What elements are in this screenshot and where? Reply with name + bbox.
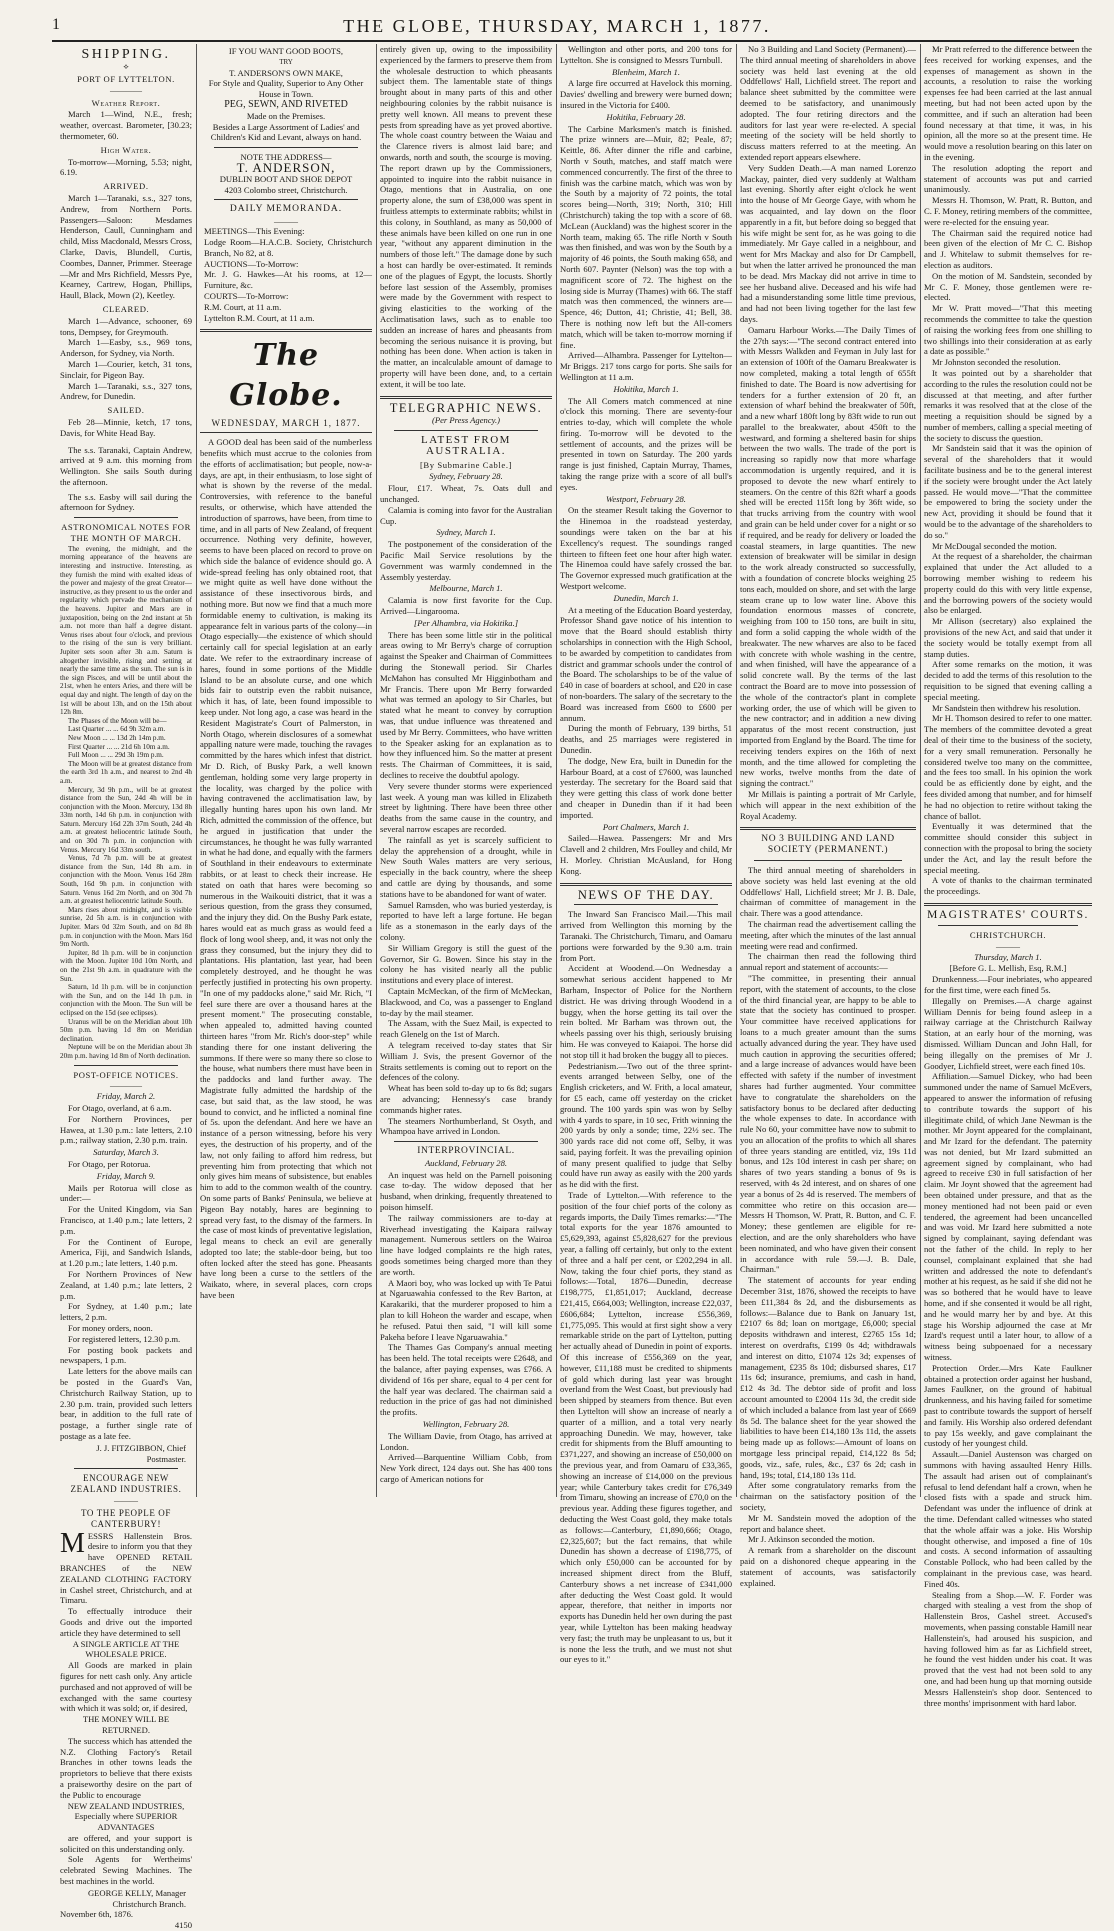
telegraphic-heading: TELEGRAPHIC NEWS.	[389, 400, 543, 415]
encourage-heading: ENCOURAGE NEW ZEALAND INDUSTRIES.	[70, 1473, 182, 1495]
post-office-list	[60, 1091, 192, 1442]
arrived-item: March 1—Taranaki, s.s., 327 tons, Andrew, from Northern Ports. Passengers—Saloon: Mesdames Henderson, Caull, Cunningham and child, Miss Macdonald, Messrs Cross, Clarke, Davis, Blundell, Curtis, Coombes, Danner, Primmer. Steerage—Mr and Mrs Richfield, Messrs Pye, Kearney, Cartrew, Hogan, Phillips, Haull, Black, Mown (2), Keetley.	[60, 192, 192, 301]
report-paragraph: The statement of accounts for year ending December 31st, 1876, showed the receipts to have been £11,384 8s 2d, and the disbursements as follows:—Balance due to Bank on January 1st, £2107 6s 8d; loan on mortgage, £6,000; special deposits withdrawn and interest, £2765 15s 1d; interest on overdrafts, £199 0s 4d; withdrawals and interest on ditto, £1074 12s 3d; expenses of management, £235 8s 10d; disbursed shares, £17 11s 6d; insurance, premiums, and cash in hand, £12 4s 3d. The debtor side of profit and loss account amounted to £2004 11s 3d, the credit side of which included a balance from last year of £669 8s 5d. The balance sheet for the year showed the liabilities to have been £14,180 13s 11d, the assets being made up as follows:—Amount of loans on mortgage less principal repaid, £14,122 8s 5d; goods, viz., safe, rules, &c., £37 6s 2d; cash in hand, 19s; total, £14,180 13s 11d.	[740, 1275, 916, 1480]
ornament-rule: ⟡	[123, 61, 129, 71]
news-paragraph: The rainfall as yet is scarcely sufficient to delay the apprehension of a drought, while in New South Wales matters are very serious, especially in the back country, where the sheep and cattle are dying by thousands, and some stations have to be abandoned for want of water.	[380, 834, 552, 899]
encourage-signature: GEORGE KELLY, Manager Christchurch Branch.	[87, 1887, 186, 1909]
report-paragraph: Mr McDougal seconded the motion.	[932, 540, 1057, 551]
report-paragraph: Mr Allison (secretary) also explained the provisions of the new Act, and said that under it the society would be totally exempt from all stamp duties.	[924, 616, 1092, 659]
dateline: Melbourne, March 1.	[429, 583, 503, 594]
post-office-item: For posting book packets and newspapers, 1 p.m.	[60, 1344, 192, 1366]
post-office-item: For Otago, overland, at 6 a.m.	[68, 1103, 172, 1114]
column-1	[58, 44, 194, 1931]
ornament-rule: ———	[996, 941, 1020, 951]
port-heading: PORT OF LYTTELTON.	[77, 73, 175, 84]
astro-paragraph: Full Moon ... ... 29d 3h 19m p.m.	[68, 751, 164, 760]
news-paragraph: Flour, £17. Wheat, 7s. Oats dull and unchanged.	[380, 483, 552, 505]
encourage-text: The success which has attended the N.Z. Clothing Factory's Retail Branches in other towns leads the proprietors to believe that there exists a praiseworthy desire on the part of the Public to encourage	[60, 1735, 192, 1800]
post-office-item: Late letters for the above mails can be posted in the Guard's Van, Christchurch Railway Station, up to 2.30 p.m. train, provided such letters bear, in addition to the full rate of postage, a further single rate of postage as a late fee.	[60, 1366, 192, 1441]
news-paragraph: The All Comers match commenced at nine o'clock this morning. There are seventy-four entries to-day, which will complete the whole firing. To-morrow will be devoted to the settlement of accounts, and the prizes will be presented in town on Saturday. The 200 yards range is just finished, Captain Murray, Thames, taking the range prize with a score of all bull's eyes.	[560, 395, 732, 492]
report-paragraph: "The committee, in presenting their annual report, with the statement of accounts, to the close of the third financial year, are happy to be able to state that the society has continued to prosper. Your committee have received applications for loans to a much greater amount than the sums actually advanced during the year. They have used much caution in approving the securities offered; and a large increase of advances would have been effected with safety if the number of investment shares had further augmented. Your committee have to congratulate the shareholders on the satisfactory bonus to be declared after deducting the whole expenses to date. In accordance with rule No 60, your committee have now to submit to you an allocation of the profits to which all shares of three years standing are entitled, viz, 19s 11d bonus, and 12s 10d interest in cash per share; on shares of two years standing a bonus of 9s is reserved, with 4s 2d interest, and on shares of one year a bonus of 2s 4d is reserved. The members of committee who retire on this occasion are—Messrs H Thomson, W. Pratt, R. Button, and C. F. Money; these gentlemen are eligible for re-election, and are the only shareholders who have been nominated, and who have given their consent in accordance with rule 59.—J. B. Dale, Chairman."	[740, 972, 916, 1275]
memoranda-item: Lyttelton R.M. Court, at 11 a.m.	[204, 312, 315, 323]
encourage-text: To effectually introduce their Goods and drive out the imported article they have determined to sell	[60, 1606, 192, 1638]
society-report-continued	[924, 44, 1092, 897]
ornament-rule: ————	[110, 85, 142, 95]
report-paragraph: It was pointed out by a shareholder that according to the rules the resolution could not be discussed at that meeting, and after further remarks it was resolved that at the close of the meeting a requisition should be signed by a number of members, calling a special meeting of the society to discuss the question.	[924, 367, 1093, 443]
astro-paragraph: Neptune will be on the Meridian about 3h 20m p.m. having 1d 8m of North declination.	[60, 1043, 192, 1060]
boots-ad-line: TRY	[279, 57, 293, 66]
magistrates-heading: MAGISTRATES' COURTS.	[927, 908, 1089, 921]
dateline: Hokitika, March 1.	[613, 383, 679, 394]
column-6	[922, 44, 1094, 1708]
ornament-rule: ————	[110, 1081, 142, 1091]
astro-paragraph: First Quarter ... ... 21d 6h 10m a.m.	[68, 742, 170, 751]
boots-ad-line: IF YOU WANT GOOD BOOTS,	[228, 46, 344, 56]
encourage-text: are offered, and your support is solicited on this understanding only.	[60, 1832, 192, 1854]
report-paragraph: A remark from a shareholder on the discount paid on a dishonored cheque appearing in the statement of accounts, was satisfactorily explained.	[740, 1545, 916, 1588]
interprovincial-heading: INTERPROVINCIAL.	[417, 1146, 515, 1157]
post-office-item: For money orders, noon.	[68, 1323, 153, 1334]
memoranda-list	[200, 226, 372, 323]
report-paragraph: Mr Sandstein said that it was the opinion of several of the shareholders that it would facilitate business and be to the general interest if the society were brought under the Act lately passed. He would move—"That the committee be empowered to bring the society under the new Act, providing it should be found that it would be to the advantage of the shareholders to do so."	[924, 443, 1092, 540]
report-paragraph: Mr M. Sandstein moved the adoption of the report and balance sheet.	[740, 1512, 916, 1534]
telegraphic-subheading: (Per Press Agency.)	[431, 415, 500, 426]
encourage-subheading: TO THE PEOPLE OF CANTERBURY!	[80, 1507, 172, 1529]
encourage-highlight: A SINGLE ARTICLE AT THE WHOLESALE PRICE.	[72, 1638, 180, 1660]
magistrates-date: Thursday, March 1.	[974, 951, 1042, 962]
society-report	[740, 865, 916, 1588]
news-paragraph: Sir William Gregory is still the guest of the Governor, Sir G. Bowen. Since his stay in the colony he has visited nearly all the public institutions and every place of interest.	[380, 942, 552, 986]
astro-paragraph: The Phases of the Moon will be—	[68, 716, 167, 725]
news-paragraph: Samuel Ramsden, who was buried yesterday, is reported to have left a large fortune. He began life as a stonemason in the early days of the colony.	[380, 899, 552, 942]
weather-text: March 1—Wind, N.E., fresh; weather, overcast. Barometer, [30.23; thermometer, 60.	[60, 109, 192, 141]
court-case: Protection Order.—Mrs Kate Faulkner obtained a protection order against her husband, James Faulkner, on the ground of habitual drunkenness, and his having failed for sometime past to contribute towards the support of herself and family. His Worship also ordered defendant to pay 15s weekly, and gave complainant the custody of her youngest child.	[924, 1362, 1092, 1449]
court-case: Assault.—Daniel Austenson was charged on summons with having assaulted Henry Hills. The assault had arisen out of complainant's refusal to lend defendant half a crown, when he closed fists with a spade and struck him. Defendant was under the influence of drink at the time. Defendant called witnesses who stated that the whole affair was a joke. His Worship thought otherwise, and imposed a fine of 10s and costs. A second information of assaulting Constable Pollock, who had been called by the complainant in the previous case, was heard. Fined 40s.	[924, 1449, 1092, 1589]
ornament-rule: ———	[274, 217, 298, 227]
post-office-signature: J. J. FITZGIBBON, Chief Postmaster.	[96, 1442, 186, 1464]
page-mark: 1	[52, 16, 60, 33]
section-rule	[560, 883, 732, 886]
column-divider	[556, 44, 557, 1497]
astro-paragraph: Jupiter, 8d 1h p.m. will be in conjunction with the Moon. Jupiter 10d 10m North, and on the 21st 9h a.m. in quadrature with the Sun.	[60, 948, 192, 983]
memoranda-item: Mr. J. G. Hawkes—At his rooms, at 12—Furniture, &c.	[204, 269, 372, 291]
news-paragraph: A large fire occurred at Havelock this morning. Davies' dwelling and brewery were burned down; insured in the Victoria for £400.	[560, 78, 732, 110]
magistrates-bench: [Before G. L. Mellish, Esq, R.M.]	[949, 963, 1067, 974]
telegram-list	[560, 44, 732, 877]
court-case: Stealing from a Shop.—W. F. Forder was charged with stealing a vest from the shop of Hallenstein Bros, Cashel street. Accused's movements, when passing constable Hamill near Hallenstein's, had aroused his suspicion, and having followed him as far as Lichfield street, he found the vest hidden under his coat. It was proved that the vest had not been sold to any one, and had been hung up that morning outside Messrs Hallenstein's shop door. Sentenced to three months' imprisonment with hard labor.	[924, 1589, 1093, 1708]
section-rule	[924, 903, 1092, 906]
dateline: Saturday, March 3.	[93, 1147, 159, 1158]
news-paragraph: The Carbine Marksmen's match is finished. The prize winners are—Muir, 82; Peale, 87; Keittle, 86. After dinner the rifle and carbine, North v South, matches, and staff match were commenced concurrently. The first of the three to finish was the carbine match, which was won by the South by a majority of 72 points, the total scores being—North, 319; North, 310; Hill (Christchurch) taking the top with a score of 68. McLean (Auckland) was the highest scorer in the North team, making 65. The rifle North v South was then finished, and was won by the South by a majority of 46 points, the South making 658, and North 607. Paynter (Nelson) was the top with a magnificent score of 72. The highest on the losing side is Murray (Thames) with 66. The staff match was then commenced, the winners are—Spence, 46; Dutton, 41; Christie, 41; Bell, 38. There is nothing now left but the All-comers match, which will be taken to-morrow morning if fine.	[560, 123, 732, 350]
address-ad-line: 4203 Colombo street, Christchurch.	[224, 184, 348, 195]
address-ad-line: NOTE THE ADDRESS—	[240, 152, 332, 163]
section-rule	[74, 1065, 178, 1066]
report-paragraph: Mr W. Pratt moved—"That this meeting recommends the committee to take the question of raising the working fees from one shilling to two shillings into their consideration at as early a date as possible."	[924, 303, 1092, 357]
section-rule	[754, 860, 902, 861]
news-paragraph: Pedestrianism.—Two out of the three sprint-events arranged between Selby, one of the English cricketers, and W. Frith, a local amateur, for £5 each, came off yesterday on the cricket ground. The 100 yards spin was won by Selby with 4 yards to spare, in 10 sec, Frith winning the 200 yards by only a sonde; time, 22½ sec. The 300 yards race did not come off, Selby, it was said, paying forfeit. It was the prevailing opinion of many present qualified to judge that Selby could have run away as easily with the 200 yards as he did with the first.	[560, 1060, 732, 1190]
section-rule	[214, 199, 358, 200]
report-paragraph: The chairman read the advertisement calling the meeting, after which the minutes of the last annual meeting were read and confirmed.	[740, 918, 916, 951]
news-paragraph: The dodge, New Era, built in Dunedin for the Harbour Board, at a cost of £7600, was launched yesterday. The secretary for the Board said that they were getting this class of work done better and cheaper in Dunedin than if it had been imported.	[560, 755, 732, 820]
memoranda-item: R.M. Court, at 11 a.m.	[204, 301, 282, 312]
section-rule	[200, 329, 372, 332]
interprovincial-list	[380, 1158, 552, 1485]
news-paragraph: Sailed—Hawea. Passengers: Mr and Mrs Clavell and 2 children, Mrs Foulley and child, Mr H. Morley. Christian McAusland, for Hong Kong.	[560, 833, 732, 876]
astro-paragraph: The evening, the midnight, and the morning appearance of the heavens are interesting and instructive. Interesting, as they furnish the mind with exalted ideas of the power and majesty of the great Creator—instructive, as they present to us the order and regularity which pervade the mechanism of the heavens. Jupiter and Mars are in juxtaposition, being on the 2nd instant at 5h a.m. not more than half a degree distant. Venus rises about four o'clock, and previous to the rising of the sun is very brilliant. Jupiter sets soon after 3h a.m. Saturn is altogether invisible, rising and setting at nearly the same time as the sun. The sun is in the sign Pisces, and will be until about the 21st, when he enters Aries, and there will be equal day and night. The length of day on the 1st will be about 13h, and on the 15th about 12h 8m.	[60, 544, 192, 717]
post-office-item: Mails per Rotorua will close as under:—	[60, 1182, 192, 1204]
cleared-item: March 1—Easby, s.s., 969 tons, Anderson, for Sydney, via North.	[60, 337, 192, 359]
news-paragraph: Arrived—Alhambra. Passenger for Lyttelton—Mr Briggs. 217 tons cargo for ports. She sails for Wellington at 11 a.m.	[560, 350, 732, 382]
news-paragraph: The railway commissioners are to-day at Riverhead investigating the Kaipara railway management. Numerous settlers on the Wairoa line have lodged complaints re the high rates, goods sometimes being charged more than they are worth.	[380, 1212, 552, 1277]
report-paragraph: Mr Pratt referred to the difference between the fees received for working expenses, and the expenses of management as shown in the accounts, a resolution to raise the working expenses fee had been carried at the last annual meeting, but had not been acted upon by the committee, and if such an alteration had been found necessary at that time, it was, in his opinion, all the more so at the present time. He would move a resolution bearing on this later on in the evening.	[924, 44, 1092, 162]
editorial-continued: entirely given up, owing to the impossibility experienced by the farmers to preserve them from the wholesale destruction to which pheasants subject them. The lamentable state of things brought about in many parts of this and other neighbouring colonies by the rabbit nuisance is pretty well known. All means to prevent these pests from spreading have as yet proved abortive. The whole coast country between the Waiau and the Clarence rivers is almost laid bare; and onwards, north and south, the scourge is moving. The report drawn up by the Commissioners, appointed to inquire into the rabbit nuisance in Otago, mentions that in Australia, on one property alone, the sum of £38,000 was spent in fruitless attempts to exterminate rabbits; whilst in this colony, in Southland, as many as 50,000 of these animals have been killed on one run in one year, "without any apparent diminution in the numbers of those left." The damage done by such a host can hardly be over-estimated. It reminds one of the plagues of Egypt, the locusts. Shortly before last session of the Assembly, promises were made by the Government with respect to giving elasticities to the working of the Acclimatisation laws, such as to enable too sudden an increase of hares and pheasants from becoming the serious nuisance it is proving, but nothing has been done. When action is taken in the matter, an incalculable amount of damage to property will have been done, and, to a certain extent, it will be too late.	[380, 44, 552, 389]
boots-ad-line: Besides a Large Assortment of Ladies' and Children's Kid and Levant, always on hand.	[210, 121, 362, 143]
astro-notes	[60, 545, 192, 1061]
masthead-title: THE GLOBE, THURSDAY, MARCH 1, 1877.	[343, 16, 771, 36]
column-divider	[920, 44, 921, 1497]
dateline: Sydney, February 28.	[429, 471, 503, 482]
section-rule	[394, 1141, 538, 1142]
cleared-list	[60, 316, 192, 402]
memoranda-item: AUCTIONS—To-Morrow:	[204, 258, 299, 269]
news-paragraph: Accident at Woodend.—On Wednesday a somewhat serious accident happened to Mr Barham, Inspector of Police for the Northern district. He was driving through Woodend in a buggy, when the horse getting its tail over the rein bolted. Mr Barham was thrown out, the wheels passing over his thigh, seriously bruising him. He was conveyed to Kaiapoi. The horse did not stop till it had broken the buggy all to pieces.	[560, 963, 732, 1060]
report-paragraph: The resolution adopting the report and statement of accounts was put and carried unanimously.	[924, 162, 1092, 195]
news-paragraph: The Assam, with the Suez Mail, is expected to reach Glenelg on the 1st of March.	[380, 1018, 552, 1040]
high-water-text: To-morrow—Morning, 5.53; night, 6.19.	[60, 156, 192, 178]
dateline: Auckland, February 28.	[424, 1157, 508, 1168]
news-list	[560, 909, 732, 1665]
latest-news-list	[380, 471, 552, 1137]
report-paragraph: The Chairman said the required notice had been given of the election of Mr C. C. Bishop and J. Whitelaw to submit themselves for re-election as auditors.	[924, 227, 1092, 270]
encourage-text: All Goods are marked in plain figures for nett cash only. Any article purchased and not approved of will be exchanged with the same courtesy with which it was sold; or, if desired,	[60, 1660, 192, 1714]
post-office-item: For the Continent of Europe, America, Fiji, and Sandwich Islands, at 1.20 p.m.; late letters, 1.40 p.m.	[60, 1236, 192, 1269]
report-paragraph: Mr Sandstein then withdrew his resolution.	[932, 702, 1081, 713]
post-office-item: For Otago, per Rotorua.	[68, 1159, 151, 1170]
editorial-paragraph: A GOOD deal has been said of the numberless benefits which must accrue to the colonies from the efforts of acclimatisation; but people, now-a-days, are apt, in their enthusiasm, to lose sight of what is shown by the reverse of the medal. Controversies, with reference to the baneful results, or otherwise, which have attended the introduction of sparrows, have been, from time to time, and in all parts of New Zealand, of frequent occurrence. Nothing very definite, however, seems to have been placed on record to prove on which side the balance of evidence should go. A wide-spread feeling has only obtained root, that we might quite as well have done without the assistance of these insectivorous birds, and nothing more. But now we find that a much more formidable enemy to cultivation, is making its appearance felt in various parts of the colony—in Otago especially—the existence of which should certainly call for special legislation at an early date. We refer to the extraordinary increase of hares, found in some portions of the Middle Island to be an absolute curse, and one which bids fair to outstrip even the rabbit nuisance, which it has, of late, been found impossible to keep under. Not long ago, a case was heard in the Resident Magistrate's Court of Palmerston, in North Otago, wherein disclosures of a somewhat appalling nature were made, touching the ravages committed by the hares which infest that district. Mr D. Rich, of Busky Park, a well known gentleman, holding some very large property in the locality, was charged by the police with having contravened the acclimatisation law, by illegally hunting hares upon his own land. Mr Rich, admitted the commission of the offence, but he argued in justification that under the circumstances, he thought he was fully warranted in what he had done, and equally with the farmers of Southland in their endeavours to exterminate rabbits, or at least to check their increase. He stated on oath that hares were becoming so numerous in the Waikouiti district, that it was a serious question, from the grass they consumed, and the injury they did. On the Bushy Park estate, hares would eat as much grass as would feed a flock of long wool sheep, and, it was not only the grass they consumed, but the injury they did to plantations. His plantation, last year, had been completely destroyed, and he thought he was perfectly justified in protecting his own property. "In one of my paddocks alone," said Mr. Rich, "I feel sure there are over a thousand hares at the present moment." The prosecuting constable, when appealed to, admitted having counted thirteen hares "from Mr. Rich's door-step" while standing there for one instant delivering the summons. If there were so many there so close to the house, what numbers there must have been in the paddocks and land further away. The Magistrate fully admitted the hardship of the case, but said that, as the law stood, he was bound to convict, and he inflicted a nominal fine of 5s. upon the defendant. And here we have an instance of a person witnessing, before his very eyes, the destruction of his property, and of the law, not only failing to afford him redress, but preventing him from protecting that which not only gives him means of subsistence, but enables him to add to the common wealth of the country. On some parts of Banks' Peninsula, we believe at Pigeon Bay notably, hares are beginning to spread very fast, to the dismay of the farmers. In the case of most kinds of preventative legislation, legal means to check an evil are generally adopted too late; the stable-door being, but too often locked after the steed has gone. Pheasants have long been a curse to the settlers of the Waikato, where, in several places, corn crops have been	[200, 437, 372, 1301]
court-case: Affiliation.—Samuel Dickey, who had been summoned under the name of Samuel McEvers, appeared to answer the information of refusing to contribute towards the support of his illegitimate child, of which Jane Newman is the mother. Mr Joynt appeared for the complainant, and Mr Izard for the defendant. The paternity was not denied, but Mr Izard submitted an agreement signed by complainant, who had agreed to receive £30 in full satisfaction of her claim. Mr Joynt showed that the agreement had been obtained under pressure, and that as the money mentioned had not been paid or even tendered, the agreement had been uncancelled and was void. Mr Izard here submitted a note signed by complainant, saying defendant was not the father of the child. In reply to her counsel, complainant explained that she had written and addressed the note to defendant's mother at his request, as he said if she did not he was so bothered that he would have to leave home, and if she consented it would be all right, and he would marry her by and bye. At this stage his Worship adjourned the case at Mr Izard's request until a later hour, to allow of a witness being subpoenaed for a necessary witness.	[924, 1071, 1092, 1363]
dateline: Hokitika, February 28.	[606, 111, 686, 122]
dateline: [Per Alhambra, via Hokitika.]	[413, 617, 519, 628]
news-of-day-heading: NEWS OF THE DAY.	[577, 887, 715, 902]
cleared-heading: CLEARED.	[102, 303, 150, 314]
news-paragraph: Very severe thunder storms were experienced last week. A young man was killed in Elizabeth street by lightning. There have been three other deaths from the same cause in the country, and several narrow escapes are recorded.	[380, 780, 552, 834]
section-rule	[740, 827, 916, 830]
advert-number: 4150	[174, 1920, 192, 1931]
weather-heading: Weather Report.	[91, 97, 161, 108]
society-heading: NO 3 BUILDING AND LAND SOCIETY (PERMANENT.)	[761, 834, 895, 856]
section-rule	[74, 517, 178, 518]
latest-heading: LATEST FROM AUSTRALIA.	[421, 434, 511, 457]
dateline: Blenheim, March 1.	[612, 66, 680, 77]
news-list	[740, 44, 916, 821]
ornament-rule: ———	[114, 1495, 138, 1505]
editorial	[200, 437, 372, 1301]
boots-ad-line: PEG, SEWN, AND RIVETED	[224, 98, 348, 110]
high-water-heading: High Water.	[100, 144, 152, 155]
shipping-note: The s.s. Easby will sail during the afternoon for Sydney.	[60, 491, 192, 513]
encourage-text: Sole Agents for Wertheims' celebrated Sewing Machines. The best machines in the world.	[60, 1854, 192, 1887]
globe-title: The Globe.	[229, 338, 343, 414]
post-office-item: For registered letters, 12.30 p.m.	[68, 1333, 181, 1344]
astro-paragraph: Mars rises about midnight, and is visible sunrise, 2d 5h a.m. is in conjunction with Jupiter. Mars 0d 32m South, and on 8d 8h p.m. in conjunction with the Moon. Mars 16d 9m North.	[60, 905, 192, 949]
column-divider	[736, 44, 737, 1497]
magistrates-report	[924, 974, 1092, 1708]
column-divider	[196, 44, 197, 1497]
encourage-text: ESSRS Hallenstein Bros. desire to inform you that they have OPENED RETAIL BRANCHES of the NEW ZEALAND CLOTHING FACTORY in Cashel street, Christchurch, and at Timaru.	[60, 1530, 192, 1606]
news-paragraph: No 3 Building and Land Society (Permanent).—The third annual meeting of shareholders in above society was held last evening at the old Oddfellows' Hall, Lichfield street. The report and balance sheet submitted by the committee were deemed to be satisfactory, and unanimously adopted. The four retiring directors and the auditors for last year were re-elected. A special meeting of the society will be held shortly to discuss matters referred to at the meeting. An extended report appears elsewhere.	[740, 44, 916, 162]
cleared-item: March 1—Advance, schooner, 69 tons, Dempsey, for Greymouth.	[60, 315, 192, 337]
magistrates-subheading: CHRISTCHURCH.	[969, 929, 1047, 940]
memoranda-heading: DAILY MEMORANDA.	[229, 204, 343, 215]
news-paragraph: Calamia is now first favorite for the Cup. Arrived—Lingarooma.	[380, 595, 552, 617]
report-paragraph: Mr Johnston seconded the resolution.	[932, 357, 1061, 368]
news-paragraph: Trade of Lyttelton.—With reference to the position of the four chief ports of the colony as regards imports, the Daily Times remarks:—"The total exports for the year 1876 amounted to £5,629,393, against £5,828,627 for the previous year, a falling off certainly, but only to the extent of three and a half per cent, or £202,294 in all. Now, taking the four chief ports, they stand as follows:—Total, 1876—Dunedin, decrease £198,775, £1,851,017; Auckland, decrease £21,415, £664,003; Wellington, increase £22,037, £606,684; Lyttelton, increase £556,369, £1,775,095. This would at first sight show a very remarkable stride on the part of Lyttelton, putting her actually ahead of Dunedin in point of exports. Of this increase of £556,369 on the year, however, £11,188 must be credited to shipments of gold which during last year was brought overland from the West Coast, but previously had been shipped by steamers from thence. But even then Lyttelton will show an increase of nearly a quarter of a million, and a total very nearly approaching Dunedin. We may, however, take credit for shipments from the Bluff amounting to £371,227, and showing an increase of £50,000 on the previous year, and from Oamaru of £33,365, showing an increase of £14,000 on the previous year; while Canterbury takes credit for £76,349 from Timaru, showing an increase of £70,0 on the previous year. Adding these figures together, and deducting the West Coast gold, they make totals as follows:—Canterbury, £1,890,666; Otago, £2,325,607; but the fact remains, that while Dunedin has shown a decrease of £198,775, of which only £50,000 can be accounted for by increased shipment direct from the Bluff, Canterbury shows a net increase of £341,000 after deducting the West Coast gold. It would appear, therefore, that neither in imports nor exports has Dunedin held her own during the past year, while Lyttelton has been making headway very fast; the truth may be unpleasant to us, but it is none the less the truth, and we must not shut our eyes to it."	[560, 1190, 732, 1665]
cleared-item: March 1—Taranaki, s.s., 327 tons, Andrew, for Dunedin.	[60, 380, 192, 402]
dateline: Friday, March 2.	[96, 1091, 156, 1102]
column-divider	[376, 44, 377, 1497]
cleared-item: March 1—Courier, ketch, 31 tons, Sinclair, for Pigeon Bay.	[60, 358, 192, 380]
news-paragraph: At a meeting of the Education Board yesterday, Professor Shand gave notice of his intention to move that the Board should establish thirty scholarships in connection with the High School, to be awarded by competition to candidates from district and grammar schools under the control of the Board. The scholarships to be of the value of £40 in case of boarders at school, and £20 in case of non-boarders. The salary of the secretary to the Board was increased from £600 to £600 per annum.	[560, 604, 732, 723]
latest-subheading: [By Submarine Cable.]	[419, 459, 513, 470]
report-paragraph: Eventually it was determined that the committee should consider this subject in connection with the proposal to bring the society under the Act, and lay the result before the special meeting.	[924, 821, 1092, 875]
astro-paragraph: The Moon will be at greatest distance from the earth 3rd 1h a.m., and nearest to 2nd 4h a.m.	[60, 759, 192, 785]
address-ad-name: T. ANDERSON,	[236, 159, 336, 175]
news-paragraph: The postponement of the consideration of the Pacific Mail Service resolutions by the Government was warmly condemned in the Assembly yesterday.	[380, 539, 552, 582]
post-office-item: For Sydney, at 1.40 p.m.; late letters, 2 p.m.	[60, 1301, 192, 1323]
masthead	[0, 0, 1114, 42]
news-paragraph: A Maori boy, who was locked up with Te Patui at Ngaruawahia confessed to the Rev Barton, at Karakariki, that the murderer proposed to him a plan to kill Hoheon the warder and escape, when he refused. Patui then said, "I will kill some Pakeha before I leave Ngaruawahia."	[380, 1277, 552, 1342]
news-paragraph: Mr Millais is painting a portrait of Mr Carlyle, which will appear in the next exhibition of the Royal Academy.	[740, 788, 916, 821]
encourage-highlight: NEW ZEALAND INDUSTRIES, Especially where SUPERIOR ADVANTAGES	[67, 1800, 185, 1833]
court-case: Illegally on Premises.—A charge against William Dennis for being found asleep in a railway carriage at the Christchurch Railway Station, at an early hour of the morning, was dismissed. William Duncan and John Hall, for being illegally on the premises of Mr J. Goodyer, Lichfield street, were each fined 10s.	[924, 995, 1092, 1071]
encourage-date: November 6th, 1876.	[60, 1909, 134, 1920]
news-paragraph: Wheat has been sold to-day up to 6s 8d; sugars are advancing; Hennessy's case brandy commands higher rates.	[380, 1083, 552, 1115]
news-paragraph: The steamers Northumberland, St Osyth, and Whampoa have arrived in London.	[380, 1115, 552, 1137]
column-2	[198, 44, 374, 1501]
report-paragraph: A vote of thanks to the chairman terminated the proceedings.	[924, 875, 1092, 897]
memoranda-item: MEETINGS—This Evening:	[204, 226, 305, 237]
astro-paragraph: Last Quarter ... ... 6d 9h 32m a.m.	[68, 725, 166, 734]
news-paragraph: On the steamer Result taking the Governor to the Hinemoa in the roadstead yesterday, soundings were taken on the bar at his Excellency's request. The soundings ranged thirteen to fifteen feet one hour after high water. The Hinemoa could have safely crossed the bar. The Governor expressed much gratification at the Westport welcome.	[560, 505, 732, 592]
post-office-item: For Northern Provinces, per Hawea, at 1.30 p.m.: late letters, 2.10 p.m.; railway station, 2.30 p.m. train.	[60, 1113, 192, 1146]
news-paragraph: Captain McMeckan, of the firm of McMeckan, Blackwood, and Co, was a passenger to England to-day by the mail steamer.	[380, 985, 552, 1018]
news-paragraph: An inquest was held on the Parnell poisoning case to-day. The widow deposed that her husband, when drinking, frequently threatened to poison himself.	[380, 1169, 552, 1213]
boots-ad-line: T. ANDERSON'S OWN MAKE,	[229, 67, 343, 78]
column-4	[558, 44, 734, 1665]
court-case: Drunkenness.—Four inebriates, who appeared for the first time, were each fined 5s.	[924, 974, 1092, 995]
section-rule	[200, 432, 372, 433]
shipping-heading: SHIPPING.	[81, 47, 171, 62]
arrived-heading: ARRIVED.	[103, 181, 149, 192]
column-5	[738, 44, 918, 1588]
address-ad-line: DUBLIN BOOT AND SHOE DEPOT	[219, 173, 353, 184]
column-3	[378, 44, 554, 1501]
report-paragraph: The third annual meeting of shareholders in above society was held last evening at the old Oddfellows' Hall, Lichfield street; Mr J. B. Dale, chairman of committee of management in the chair. There was a good attendance.	[740, 864, 916, 919]
memoranda-item: COURTS—To-Morrow:	[204, 290, 289, 301]
dateline: Sydney, March 1.	[436, 527, 496, 538]
post-office-item: For Northern Provinces of New Zealand, at 1.40 p.m.; late letters, 2 p.m.	[60, 1269, 192, 1301]
report-paragraph: Messrs H. Thomson, W. Pratt, R. Button, and C. F. Money, retiring members of the committee, were re-elected for the ensuing year.	[924, 195, 1092, 227]
news-paragraph: The Inward San Francisco Mail.—This mail arrived from Wellington this morning by the Taranaki. The Christchurch, Timaru, and Oamaru portions were forwarded by the 9.30 a.m. train from Port.	[560, 909, 732, 963]
news-paragraph: During the month of February, 139 births, 51 deaths, and 25 marriages were registered in Dunedin.	[560, 723, 732, 755]
news-paragraph: Calamia is coming into favor for the Australian Cup.	[380, 504, 552, 526]
news-paragraph: A telegram received to-day states that Sir William J. Svis, the present Governor of the Straits settlements is coming out to report on the defences of the colony.	[380, 1039, 552, 1083]
dateline: Wellington, February 28.	[422, 1419, 510, 1430]
astro-paragraph: Uranus will be on the Meridian about 10h 50m p.m. having 1d 8m on Meridian declination.	[60, 1017, 192, 1043]
astro-paragraph: Saturn, 1d 1h p.m. will be in conjunction with the Sun, and on the 14d 1h p.m. in conjunction with the Moon. The Sun will be eclipsed on the 15d (see eclipses).	[60, 983, 192, 1017]
news-paragraph: Oamaru Harbour Works.—The Daily Times of the 27th says:—"The second contract entered into with Messrs Walkden and Feyman in July last for an extension of 100ft of the Oamaru Breakwater is now completed, making a total length of 655ft finished to date. The Board is now advertising for tenders for a further extension of 20 ft, an extension of wharf behind the breakwater of 50ft, and a new wharf 180ft long by 83ft wide to run out parallel to the breakwater, about 450ft to the westward, and forming a sheltered basin for ships between the two walls. The trade of the port is increasing so rapidly now that more wharfage accommodation is urgently required, and it is proposed to devote the new wharf entirely to steamers. On the centre of this 82ft wharf a goods shed will be erected 115ft long by 36ft wide, so that trucks arriving from the country with wool and grain can be held under cover for a night or so if required, and be ready for delivery or loaded the coastal steamers, in large quantities. The new extension of breakwater will be similar in design to the work already constructed so successfully, with a foundation of concrete blocks weighing 25 tons each, moulded on shore, and set with the large steam crane up to low water line. Above this foundation enormous masses of concrete, weighing from 100 to 150 tons, are built in situ, and form a solid capping the whole width of the breakwater. The new wharves are also to be faced with concrete with whole washing in the centre, and when finished, will have the appearance of a solid concrete wall. By the terms of the last contract the Board are to move into possession of the whole of the contractor's plant in complete working order, the use of which will be given to the new contractor; and in addition a new diving apparatus of the most recent construction, just imported from England by the Board. The time for receiving tenders expires on the 16th of next month, and the time allowed for completing the new works, twelve months from the date of signing the contract."	[740, 324, 916, 789]
news-paragraph: Wellington and other ports, and 200 tons for Lyttelton. She is consigned to Messrs Turnbull.	[560, 44, 732, 65]
section-rule	[214, 147, 358, 148]
news-paragraph: Very Sudden Death.—A man named Lorenzo Mackay, painter, died very suddenly at Waltham last evening. Shortly after eight o'clock he went into the house of Mr George Gaye, with whom he was acquainted, and lay down on the floor apparently in a fit, but before doing so begged that his wife might be sent for, as he was going to die immediately. Mr Gaye called in a neighbour, and went for Mrs Mackay and also for Dr Campbell, but when the latter arrived he pronounced the man to be dead. Mrs Mackay did not arrive in time to see her husband alive. Deceased and his wife had had a misunderstanding some little time previous, and had not been living together for the last few days.	[740, 162, 916, 324]
boots-ad-line: Made on the Premises.	[246, 110, 326, 121]
post-office-heading: POST-OFFICE NOTICES.	[73, 1069, 179, 1080]
drop-cap: M	[60, 1527, 85, 1559]
report-paragraph: At the request of a shareholder, the chairman explained that under the Act alluded to a borrowing member wishing to redeem his property could do this with very little expense, and the borrowing powers of the society would also be enlarged.	[924, 551, 1092, 616]
news-paragraph: There has been some little stir in the political areas owing to Mr Berry's charge of corruption against the Speaker and Chairman of Committees during the Stonewall period. Sir Charles McMahon has consulted Mr Higginbotham and Mr Francis. There upon Mr Berry forwarded what was termed an apology to Sir Charles, but stated what he meant to convey by corruption was, that undue influence was threatened and used by Mr Berry. Committees, who have written to the Speaker asking for an explanation as to how they influenced him. So the matter at present rests. The Chairman of Committees, it is said, declines to receive the doubtful apology.	[380, 629, 552, 780]
section-rule	[74, 1468, 178, 1469]
arrived-list	[60, 193, 192, 301]
encourage-highlight: THE MONEY WILL BE RETURNED.	[82, 1714, 170, 1735]
dateline: Friday, March 9.	[96, 1170, 156, 1181]
dateline: Dunedin, March 1.	[613, 592, 679, 603]
boots-ad-line: For Style and Quality, Superior to Any Other House in Town.	[208, 78, 364, 100]
section-rule	[574, 904, 718, 905]
news-paragraph: The William Davie, from Otago, has arrived at London.	[380, 1430, 552, 1452]
report-paragraph: Mr H. Thomson desired to refer to one matter. The members of the committee devoted a great deal of their time to the business of the society, for a very small remuneration. Personally he considered twelve too many on the committee, and the fees too small. In his opinion the work could be as efficiently done by eight, and the fees divided among that number, and for himself he had no objection to retire without taking the chance of ballot.	[924, 713, 1092, 821]
report-paragraph: After some congratulatory remarks from the chairman on the satisfactory position of the society,	[740, 1480, 916, 1512]
report-paragraph: Mr J. Atkinson seconded the motion.	[748, 1534, 875, 1545]
section-rule	[938, 925, 1078, 926]
astro-paragraph: Venus, 7d 7h p.m. will be at greatest distance from the Sun, 14d 8h a.m. in conjunction with the Moon. Venus 16d 28m South, 16d 9h p.m. in conjunction with Saturn. Venus 16d 2m North, and on 30d 7h a.m. at greatest heliocentric latitude South.	[60, 854, 192, 906]
memoranda-item: Lodge Room—H.A.C.B. Society, Christchurch Branch, No 82, at 8.	[204, 236, 372, 258]
post-office-item: For the United Kingdom, via San Francisco, at 1.40 p.m.; late letters, 2 p.m.	[60, 1204, 192, 1236]
astro-heading: ASTRONOMICAL NOTES FOR THE MONTH OF MARCH.	[61, 522, 191, 544]
astro-paragraph: New Moon ... ... 13d 2h 14m p.m.	[68, 733, 166, 742]
news-paragraph: Arrived—Barquentine William Cobb, from New York direct, 124 days out. She has 400 tons cargo of American notions for	[380, 1452, 552, 1484]
dateline: Port Chalmers, March 1.	[602, 821, 690, 832]
report-paragraph: After some remarks on the motion, it was decided to add the terms of this resolution to the requisition to be signed that evening calling a special meeting.	[924, 659, 1092, 702]
shipping-note: The s.s. Taranaki, Captain Andrew, arrived at 9 a.m. this morning from Wellington. She sails South during the afternoon.	[60, 444, 192, 487]
section-rule	[394, 430, 538, 431]
section-rule	[380, 396, 552, 399]
masthead-rule	[52, 40, 1074, 42]
news-paragraph: The Thames Gas Company's annual meeting has been held. The total receipts were £2648, and the balance, after paying expenses, was £766. A dividend of 16s per share, equal to 4 per cent for the half year was declared. The chairman said a reduction in the price of gas had not diminished the profits.	[380, 1342, 552, 1418]
astro-paragraph: Mercury, 3d 9h p.m., will be at greatest distance from the Sun, 24d 4h will be in conjunction with the Moon. Mercury, 13d 8h 33m north, 14d 6h p.m. in conjunction with Saturn. Mercury 16d 22h 37m South, 24d 4h a.m. at greatest heliocentric latitude South, and on 30d 7h p.m. in conjunction with Venus. Mercury 16d 33m south.	[60, 785, 192, 854]
dateline: Westport, February 28.	[606, 493, 686, 504]
report-paragraph: The chairman then read the following third annual report and statement of accounts:—	[740, 951, 916, 973]
sailed-heading: SAILED.	[107, 405, 145, 416]
globe-dateline: WEDNESDAY, MARCH 1, 1877.	[211, 418, 361, 429]
sailed-text: Feb 28—Minnie, ketch, 17 tons, Davis, for White Head Bay.	[60, 416, 192, 438]
report-paragraph: On the motion of M. Sandstein, seconded by Mr C. F. Money, those gentlemen were re-elected.	[924, 270, 1092, 303]
